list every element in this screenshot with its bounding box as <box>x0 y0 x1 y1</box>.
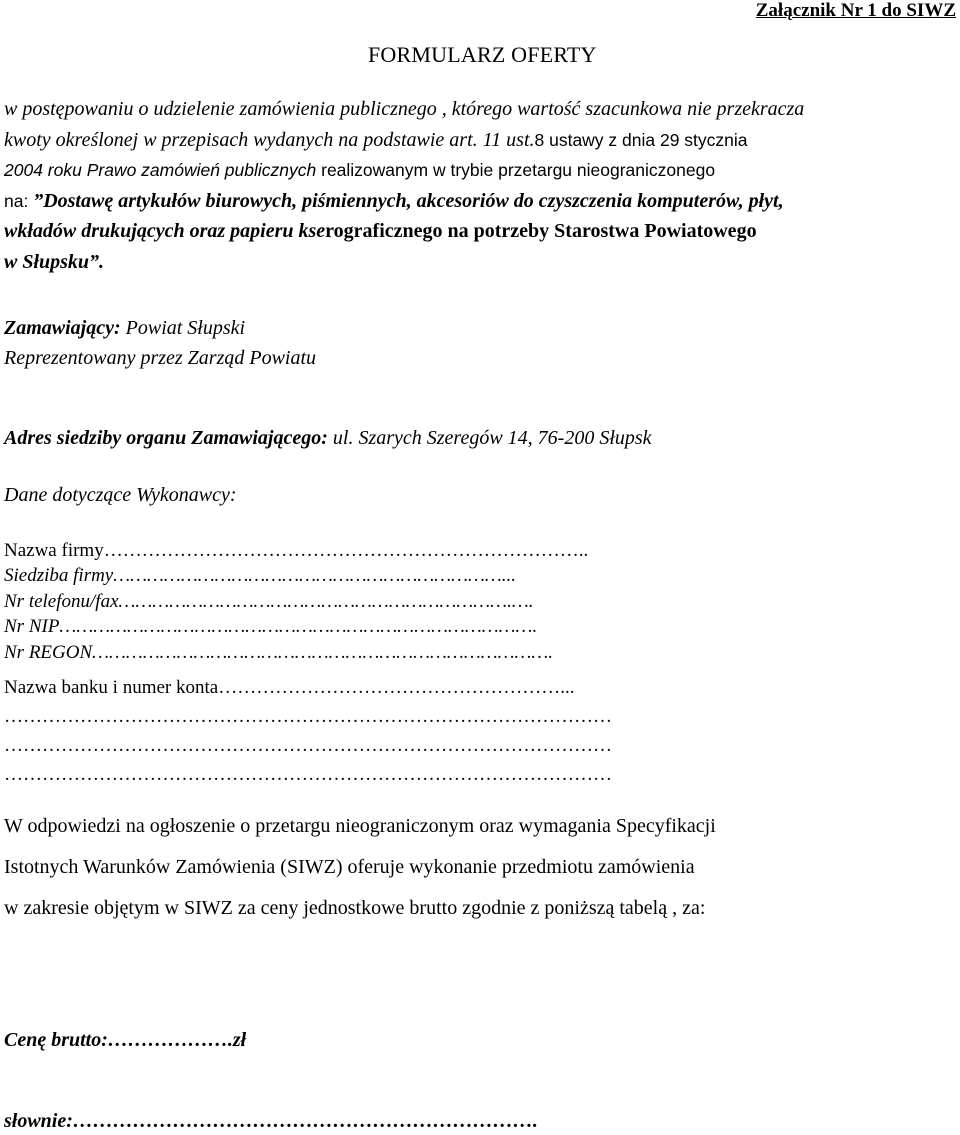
intro-line-6: w Słupsku”. <box>4 250 105 273</box>
ordering-party-value: Powiat Słupski <box>120 317 246 339</box>
nip-field[interactable]: Nr NIP…………………………………………………………………………. <box>4 616 538 637</box>
company-name-field[interactable]: Nazwa firmy………………………………………………………………….. <box>4 540 589 561</box>
bank-continuation-1[interactable]: …………………………………………………………………………………… <box>4 706 612 727</box>
intro-line-4-bold: ”Dostawę artykułów biurowych, piśmiennych, akcesoriów do czyszczenia komputerów, płyt, <box>33 189 784 212</box>
intro-line-2 <box>4 125 960 156</box>
intro-line-1: w postępowaniu o udzielenie zamówienia publicznego , którego wartość szacunkowa nie przekracza <box>4 98 805 120</box>
intro-line-4-lead: na: <box>4 190 34 211</box>
regon-field[interactable]: Nr REGON………………………………………………………………………. <box>4 642 554 663</box>
contractor-heading: Dane dotyczące Wykonawcy: <box>4 484 237 506</box>
gross-price-field[interactable]: Cenę brutto:……………….zł <box>4 1029 247 1051</box>
attachment-label: Załącznik Nr 1 do SIWZ <box>755 0 956 21</box>
intro-paragraph <box>4 94 960 277</box>
ordering-party-block <box>4 313 316 373</box>
offer-line-1: W odpowiedzi na ogłoszenie o przetargu nieograniczonym oraz wymagania Specyfikacji <box>4 815 716 837</box>
offer-line-3: w zakresie objętym w SIWZ za ceny jednostkowe brutto zgodnie z poniższą tabelą , za: <box>4 897 706 919</box>
bank-continuation-3[interactable]: …………………………………………………………………………………… <box>4 764 612 785</box>
offer-paragraph <box>4 812 854 922</box>
address-line <box>4 423 652 453</box>
ordering-party-label: Zamawiający: <box>4 317 121 339</box>
intro-line-5-bold: rograficznego na potrzeby Starostwa Powiatowego <box>325 220 757 242</box>
address-label: Adres siedziby organu Zamawiającego: <box>4 427 328 449</box>
intro-line-3-italic: 2004 roku Prawo zamówień publicznych <box>4 160 317 180</box>
form-title: FORMULARZ OFERTY <box>368 42 597 67</box>
address-value: ul. Szarych Szeregów 14, 76-200 Słupsk <box>327 427 652 449</box>
price-in-words-field[interactable]: słownie:……………………………………………………………. <box>4 1110 538 1132</box>
intro-line-3 <box>4 155 960 186</box>
intro-line-2-rest: 8 ustawy z dnia 29 stycznia <box>534 129 748 150</box>
intro-line-5-bold-italic: wkładów drukujących oraz papieru kse <box>4 220 326 242</box>
intro-line-3-rest: realizowanym w trybie przetargu nieograniczonego <box>316 160 716 180</box>
intro-line-4 <box>4 186 960 217</box>
intro-line-5 <box>4 216 960 247</box>
phone-fax-field[interactable]: Nr telefonu/fax…………………………………………………………….…. <box>4 591 534 612</box>
ordering-party-line <box>4 313 316 343</box>
bank-continuation-2[interactable]: …………………………………………………………………………………… <box>4 735 612 756</box>
bank-field[interactable]: Nazwa banku i numer konta………………………………………………... <box>4 677 575 698</box>
represented-by: Reprezentowany przez Zarząd Powiatu <box>4 347 317 369</box>
offer-line-2: Istotnych Warunków Zamówienia (SIWZ) oferuje wykonanie przedmiotu zamówienia <box>4 856 695 878</box>
company-seat-field[interactable]: Siedziba firmy……………………………………………………………... <box>4 565 517 586</box>
intro-line-2-italic: kwoty określonej w przepisach wydanych na podstawie art. 11 ust. <box>4 128 535 151</box>
